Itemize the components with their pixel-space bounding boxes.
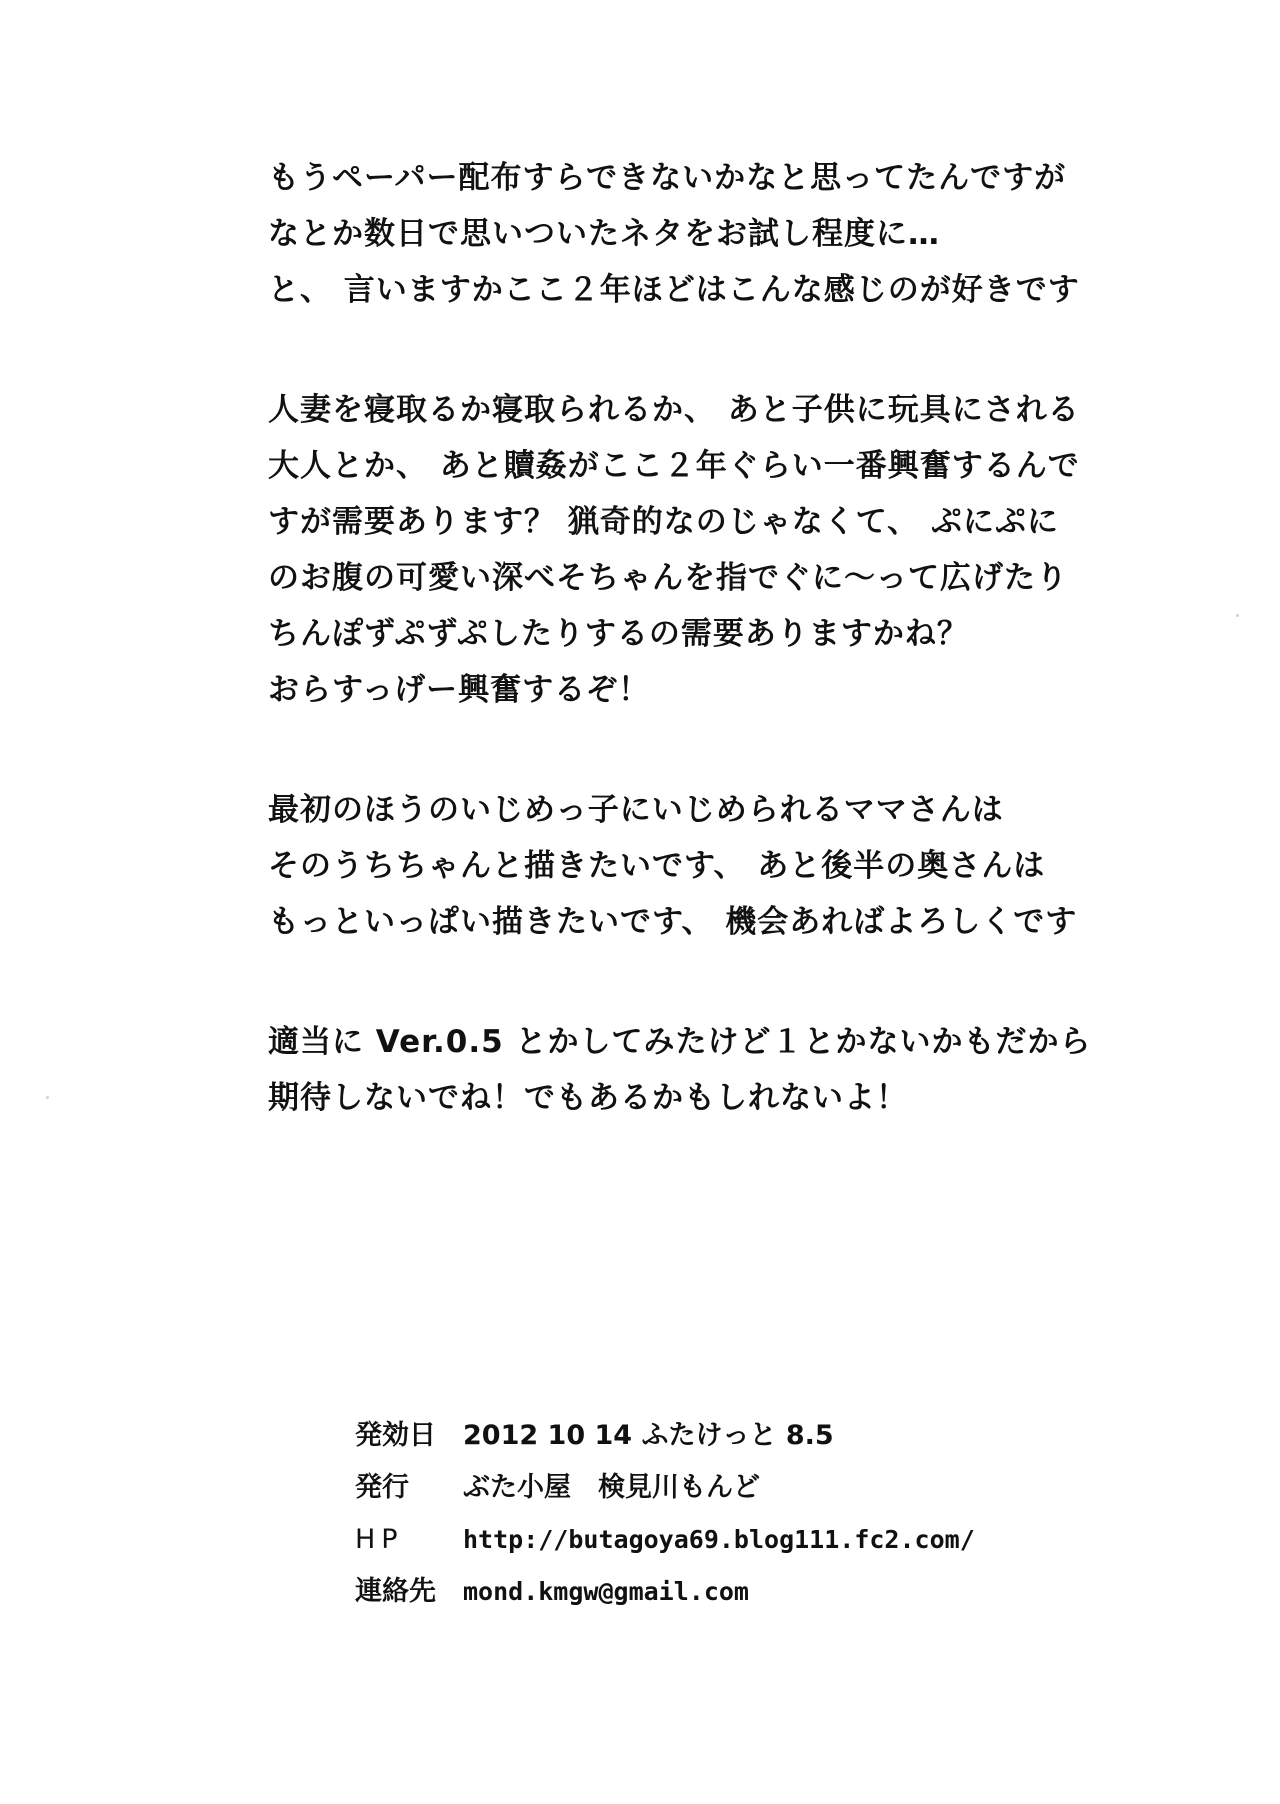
paper-speck: [1236, 614, 1239, 617]
colophon-contact: [355, 1566, 975, 1618]
colophon-issue-date: [355, 1410, 975, 1462]
colophon-homepage: [355, 1514, 975, 1566]
issue-date-value: 2012 10 14 ふたけっと 8.5: [463, 1420, 834, 1451]
text-line: もっといっぱい描きたいです、 機会あればよろしくです: [268, 904, 1078, 940]
text-line: 最初のほうのいじめっ子にいじめられるママさんは: [268, 792, 1004, 828]
colophon-publisher: [355, 1462, 975, 1514]
text-line: 人妻を寝取るか寝取られるか、 あと子供に玩具にされる: [268, 392, 1080, 428]
text-line: もうペーパー配布すらできないかなと思ってたんですが: [268, 160, 1067, 196]
publisher-value: ぶた小屋 検見川もんど: [463, 1472, 760, 1503]
contact-label: 連絡先: [355, 1576, 436, 1607]
homepage-url: http://butagoya69.blog111.fc2.com/: [463, 1525, 975, 1554]
text-line: 大人とか、 あと贖姦がここ２年ぐらい一番興奮するんで: [268, 448, 1080, 484]
text-line: すが需要あります？ 猟奇的なのじゃなくて、 ぷにぷに: [268, 504, 1059, 540]
contact-email: mond.kmgw@gmail.com: [463, 1577, 749, 1606]
homepage-label: HP: [355, 1524, 404, 1555]
paragraph-1: [268, 150, 1080, 318]
text-line: おらすっげー興奮するぞ！: [268, 672, 651, 708]
paper-speck: [46, 1096, 49, 1099]
issue-date-label: 発効日: [355, 1420, 436, 1451]
text-line: なとか数日で思いついたネタをお試し程度に…: [268, 216, 940, 252]
text-line: と、 言いますかここ２年ほどはこんな感じのが好きです: [268, 272, 1080, 308]
paragraph-2: [268, 382, 1080, 718]
paragraph-3: [268, 782, 1078, 950]
paragraph-4: [268, 1014, 1092, 1126]
text-line: そのうちちゃんと描きたいです、 あと後半の奥さんは: [268, 848, 1046, 884]
text-line: ちんぽずぷずぷしたりするの需要ありますかね？: [268, 616, 969, 652]
text-line: のお腹の可愛い深べそちゃんを指でぐに～って広げたり: [268, 560, 1068, 596]
colophon: [355, 1410, 975, 1618]
text-line: 期待しないでね！でもあるかもしれないよ！: [268, 1080, 908, 1116]
publisher-label: 発行: [355, 1472, 409, 1503]
afterword-text: [268, 150, 1092, 1126]
text-line: 適当に Ver.0.5 とかしてみたけど１とかないかもだから: [268, 1024, 1092, 1060]
